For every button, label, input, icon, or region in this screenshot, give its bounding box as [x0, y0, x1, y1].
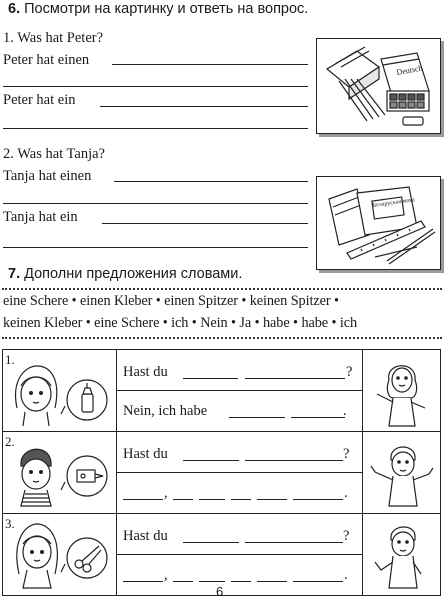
answer-line[interactable] [245, 460, 343, 461]
answer-line[interactable] [100, 106, 308, 107]
answer-line[interactable] [183, 460, 239, 461]
answer-line[interactable] [3, 128, 308, 129]
book-label-belarusian: Беларуская мова [372, 197, 416, 209]
row-number: 3. [5, 516, 15, 531]
answer-line[interactable] [257, 581, 287, 582]
row-1-answer-cell [117, 391, 363, 432]
row-2-period: . [344, 485, 348, 501]
row-3-comma: , [164, 567, 168, 583]
row-1-answer: Nein, ich habe [123, 403, 208, 419]
answer-3-start: Tanja hat einen [3, 168, 92, 184]
row-1-question-cell [117, 350, 363, 391]
task7-title [8, 266, 242, 282]
answer-line[interactable] [123, 499, 163, 500]
answer-line[interactable] [173, 499, 193, 500]
tanja-items-picture [316, 176, 441, 270]
row-1-period: . [343, 403, 347, 419]
answer-1-start: Peter hat einen [3, 52, 90, 68]
answer-line[interactable] [293, 581, 343, 582]
row-1-picture-cell [3, 350, 117, 432]
word-bank-line-2: keinen Kleber • eine Schere • ich • Nein • Ja • habe • habe • ich [3, 315, 358, 331]
answer-line[interactable] [245, 378, 345, 379]
word-bank-line-1: eine Schere • einen Kleber • einen Spitzer • keinen Spitzer • [3, 293, 339, 309]
row-2-picture-cell [3, 432, 117, 514]
question-2: 2. Was hat Tanja? [3, 146, 105, 162]
answer-line[interactable] [3, 203, 308, 204]
answer-line[interactable] [173, 581, 193, 582]
row-3-period: . [344, 567, 348, 583]
answer-line[interactable] [231, 581, 251, 582]
row-2-question: Hast du [123, 446, 168, 462]
book-label-deutsch: Deutsch [395, 63, 424, 77]
row-2-person-cell [363, 432, 441, 514]
boy-with-sharpener-drawing [3, 432, 115, 512]
row-number: 1. [5, 352, 15, 367]
row-1-question: Hast du [123, 364, 168, 380]
answer-line[interactable] [183, 542, 239, 543]
answer-line[interactable] [123, 581, 163, 582]
answer-line[interactable] [291, 417, 345, 418]
boy-pointing-drawing [363, 514, 441, 594]
answer-line[interactable] [183, 378, 238, 379]
girl-with-glue-drawing [3, 350, 115, 430]
answer-line[interactable] [3, 86, 308, 87]
row-number: 2. [5, 434, 15, 449]
answer-line[interactable] [114, 181, 308, 182]
task6-instruction: Посмотри на картинку и ответь на вопрос. [24, 1, 309, 17]
dialogue-table [2, 349, 441, 596]
row-3-answer-cell [117, 555, 363, 596]
row-2-answer-cell [117, 473, 363, 514]
task6-number: 6. [8, 1, 21, 17]
answer-line[interactable] [3, 247, 308, 248]
row-3-picture-cell [3, 514, 117, 596]
answer-line[interactable] [112, 64, 308, 65]
answer-line[interactable] [257, 499, 287, 500]
answer-line[interactable] [245, 542, 343, 543]
boy-shrugging-drawing [363, 432, 441, 512]
answer-line[interactable] [199, 499, 225, 500]
row-1-person-cell [363, 350, 441, 432]
page-number: 6 [216, 584, 224, 599]
question-1: 1. Was hat Peter? [3, 30, 104, 46]
girl-talking-drawing [363, 350, 441, 430]
girl-with-scissors-drawing [3, 514, 115, 594]
task6-title [8, 1, 308, 17]
school-items-drawing-1 [317, 39, 440, 133]
word-bank-bottom-border [2, 337, 442, 339]
answer-line[interactable] [199, 581, 225, 582]
row-1-question-mark: ? [346, 364, 353, 380]
row-3-person-cell [363, 514, 441, 596]
task7-number: 7. [8, 266, 21, 282]
answer-2-start: Peter hat ein [3, 92, 76, 108]
row-3-question-cell [117, 514, 363, 555]
answer-line[interactable] [102, 223, 308, 224]
answer-line[interactable] [231, 499, 251, 500]
peter-items-picture [316, 38, 441, 134]
task7-instruction: Дополни предложения словами. [24, 266, 243, 282]
row-3-question: Hast du [123, 528, 168, 544]
row-2-question-cell [117, 432, 363, 473]
answer-4-start: Tanja hat ein [3, 209, 78, 225]
school-items-drawing-2 [317, 177, 440, 269]
row-3-question-mark: ? [343, 528, 350, 544]
row-2-comma: , [164, 485, 168, 501]
answer-line[interactable] [293, 499, 343, 500]
answer-line[interactable] [229, 417, 285, 418]
word-bank-top-border [2, 288, 442, 290]
row-2-question-mark: ? [343, 446, 350, 462]
